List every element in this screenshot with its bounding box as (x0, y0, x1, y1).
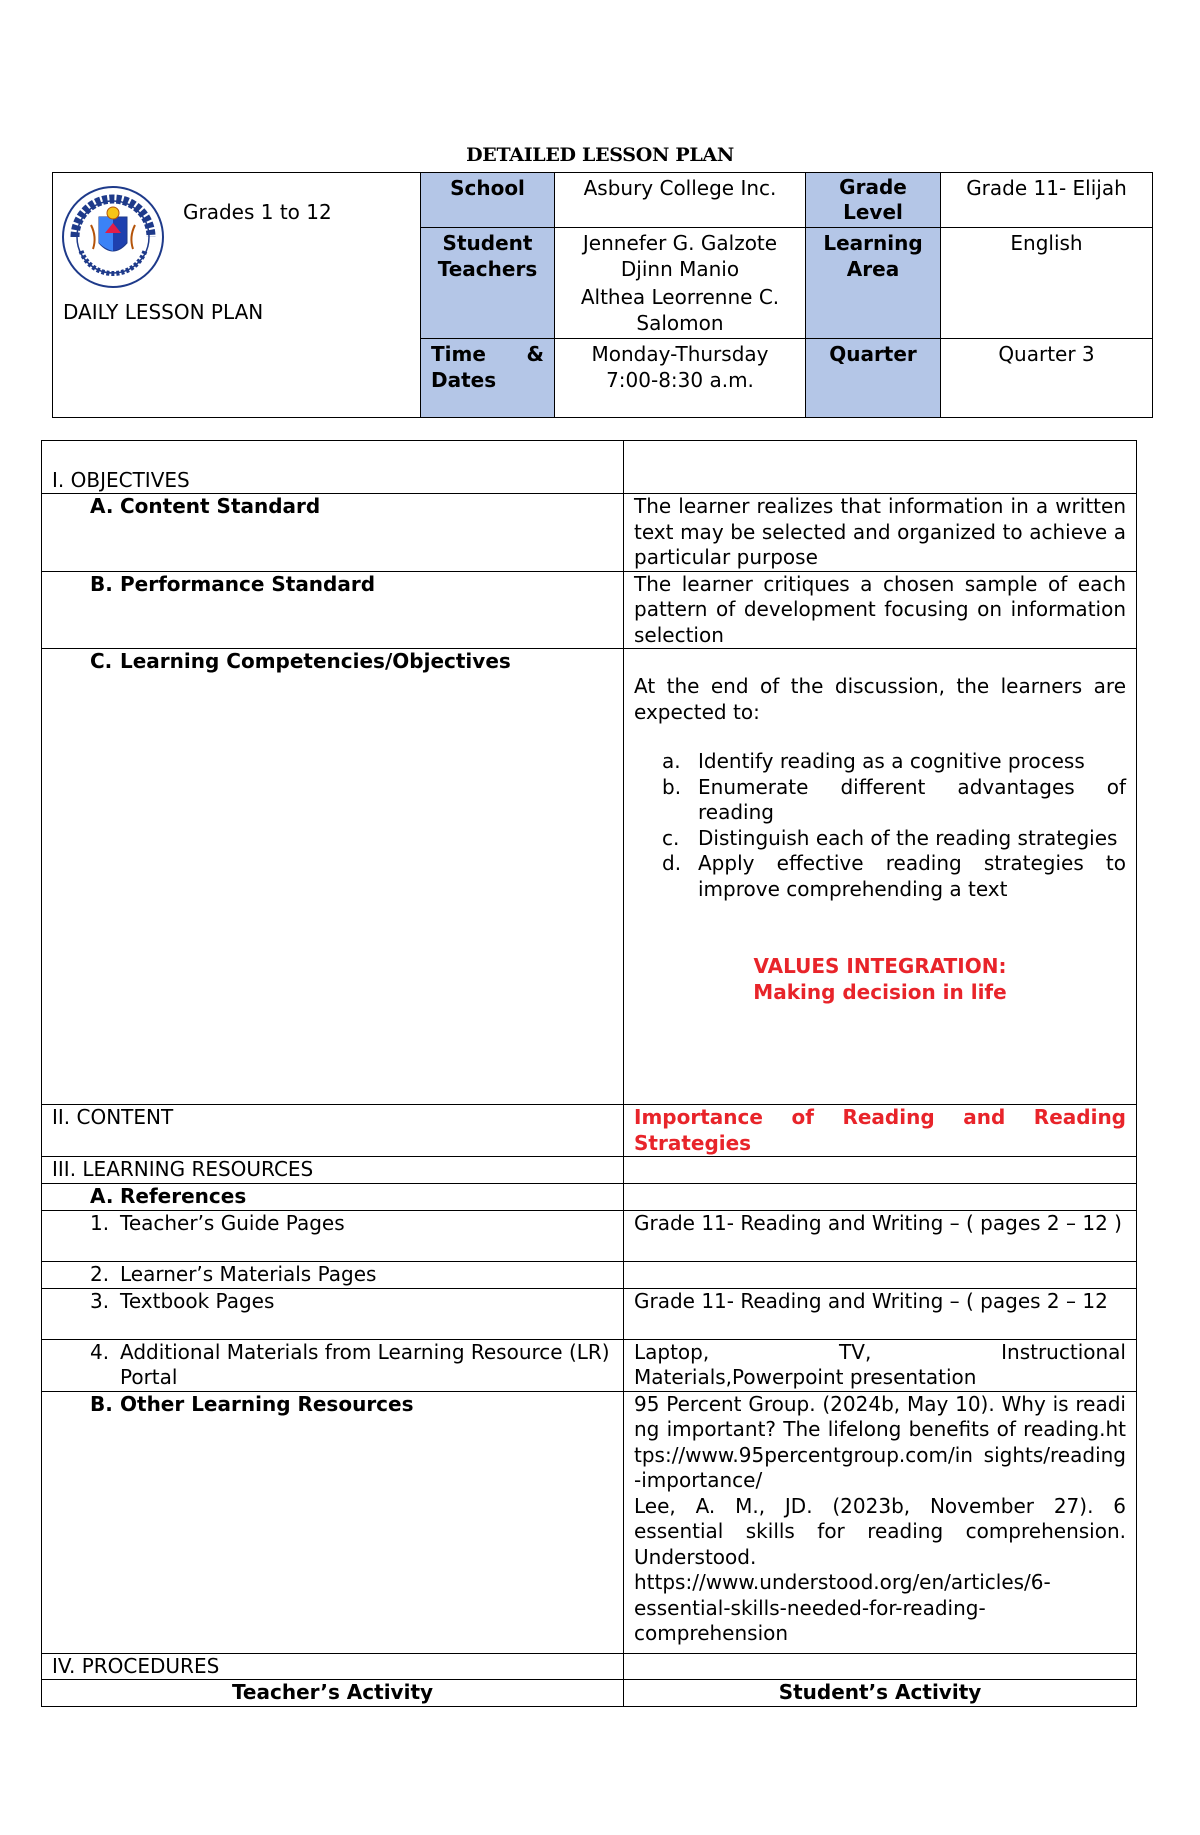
competencies-label: C. Learning Competencies/Objectives (42, 649, 624, 1105)
values-integration: VALUES INTEGRATION: Making decision in life (753, 954, 1007, 1004)
learning-area-label: Learning Area (806, 228, 941, 339)
competency-item: a. Identify reading as a cognitive process (662, 749, 1085, 773)
resource-value: Grade 11- Reading and Writing – ( pages 2 – 12 ) (624, 1210, 1137, 1261)
learning-resources-heading: III. LEARNING RESOURCES (42, 1157, 624, 1184)
student-activity-header: Student’s Activity (624, 1680, 1137, 1707)
performance-standard-text: The learner critiques a chosen sample of each pattern of development focusing on information selection (624, 571, 1137, 649)
content-standard-label: A. Content Standard (42, 494, 624, 572)
other-resources-text: 95 Percent Group. (2024b, May 10). Why is reading important? The lifelong benefits of reading.https://www.95percentgroup.com/in sights/reading-importance/ Lee, A. M., JD. (2023b, November 27). 6 essential skills for reading comprehension. Understood. https://www.understood.org/en/articles/6-essential-skills-needed-for-reading-comprehension (624, 1391, 1137, 1653)
time-dates-value: Monday-Thursday 7:00-8:30 a.m. (555, 339, 806, 418)
competency-item: c. Distinguish each of the reading strategies (662, 825, 1118, 850)
content-text: Importance of Reading and Reading Strategies (624, 1105, 1137, 1157)
objectives-heading: I. OBJECTIVES (42, 441, 624, 494)
performance-standard-label: B. Performance Standard (42, 571, 624, 649)
grade-level-value: Grade 11- Elijah (941, 173, 1153, 228)
deped-seal-icon (61, 185, 165, 289)
student-teachers-value: Jennefer G. Galzote Djinn Manio Althea Leorrenne C. Salomon (555, 228, 806, 339)
learning-area-value: English (941, 228, 1153, 339)
document-title: DETAILED LESSON PLAN (466, 144, 734, 166)
references-label: A. References (42, 1184, 624, 1211)
lesson-plan-table (41, 440, 1137, 1707)
content-heading: II. CONTENT (42, 1105, 624, 1157)
competency-item: d. Apply effective reading strategies to improve comprehending a text (662, 851, 1126, 901)
resource-item: 2. Learner’s Materials Pages (42, 1261, 624, 1288)
quarter-value: Quarter 3 (941, 339, 1153, 418)
school-value: Asbury College Inc. (555, 173, 806, 228)
logo-cell (53, 173, 421, 418)
school-label: School (421, 173, 555, 228)
quarter-label: Quarter (806, 339, 941, 418)
procedures-heading: IV. PROCEDURES (42, 1653, 624, 1680)
competency-item: b. Enumerate different advantages of reading (662, 774, 1126, 824)
resource-item: 3. Textbook Pages (42, 1288, 624, 1339)
student-teachers-label: Student Teachers (421, 228, 555, 339)
time-dates-label: Time & Dates (421, 339, 555, 418)
competencies-cell (624, 649, 1137, 1105)
competencies-intro: At the end of the discussion, the learners are expected to: (634, 674, 1126, 724)
resource-value: Laptop, TV, Instructional Materials,Powerpoint presentation (624, 1339, 1137, 1391)
grades-label: Grades 1 to 12 (183, 200, 332, 224)
resource-value: Grade 11- Reading and Writing – ( pages 2 – 12 (624, 1288, 1137, 1339)
teacher-activity-header: Teacher’s Activity (42, 1680, 624, 1707)
header-table (52, 172, 1153, 418)
resource-value (624, 1261, 1137, 1288)
resource-item: 4. Additional Materials from Learning Resource (LR) Portal (42, 1339, 624, 1391)
resource-item: 1. Teacher’s Guide Pages (42, 1210, 624, 1261)
daily-lesson-plan-label: DAILY LESSON PLAN (63, 300, 264, 324)
other-resources-label: B. Other Learning Resources (42, 1391, 624, 1653)
content-standard-text: The learner realizes that information in a written text may be selected and organized to achieve a particular purpose (624, 494, 1137, 572)
grade-level-label: Grade Level (806, 173, 941, 228)
